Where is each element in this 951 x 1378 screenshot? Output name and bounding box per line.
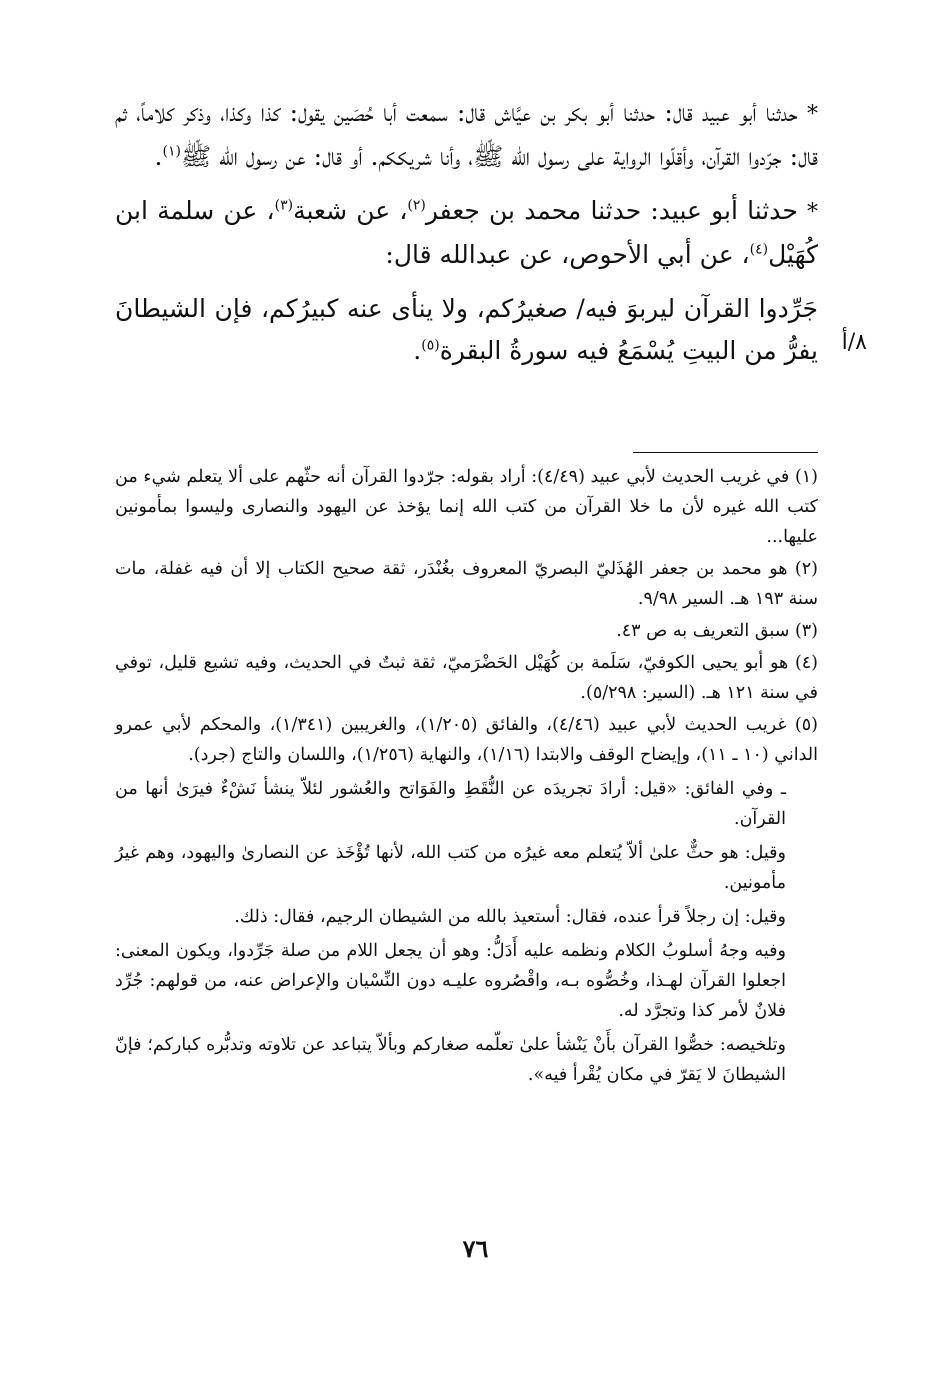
punctuation: . (154, 142, 163, 171)
paragraph-text: حدثنا أبو عبيد: حدثنا محمد بن جعفر (425, 196, 798, 225)
main-text (115, 92, 818, 384)
hadith-paragraph-2 (115, 190, 818, 276)
footnote-5-continuation: ـ وفي الفائق: «قيل: أرادَ تجريدَه عن النُّقَطِ والفَوَاتح والعُشور لئلاّ ينشأ نَشْءٌ فيرَىٰ أنها من القرآن. (115, 779, 786, 829)
hadith-paragraph-1 (115, 92, 818, 178)
footnote-separator (633, 452, 818, 453)
footnote-text: هو محمد بن جعفر الهُذَليّ البصريّ المعروف بغُنْدَر، ثقة صحيح الكتاب إلا أن فيه غفلة، مات سنة ١٩٣ هـ. السير ٩/٩٨. (115, 559, 818, 609)
footnote-ref: (٢) (407, 197, 426, 214)
paragraph-text: ، عن شعبة (293, 196, 408, 225)
star-icon: * (807, 102, 818, 127)
footnote-ref: (١) (162, 143, 181, 160)
paragraph-text: ، عن أبي الأحوص، عن عبدالله قال: (385, 240, 750, 269)
footnote-text: هو أبو يحيى الكوفيّ، سَلَمة بن كُهَيْل الحَضْرَميّ، ثقة ثبتٌ في الحديث، وفيه تشيع قليل، توفي في سنة ١٢١ هـ. (السير: ٥/٢٩٨). (115, 653, 818, 703)
footnote-text: في غريب الحديث لأبي عبيد (٤/٤٩): أراد بقوله: جرّدوا القرآن أنه حثّهم على ألا يتعلم شيء من كتب الله غيره لأن ما خلا القرآن من كتب الله إنما يؤخذ عن اليهود والنصارى وليسوا بمأمونين عليها... (115, 467, 818, 547)
star-icon: * (806, 200, 818, 225)
footnote-number: (١) (794, 467, 818, 487)
footnote-number: (٥) (794, 715, 818, 735)
footnote-1 (115, 462, 818, 552)
paragraph-text: جَرِّدوا القرآن ليربوَ فيه/ صغيرُكم، ولا ينأى عنه كبيرُكم، فإن الشيطانَ يفرُّ من البيتِ يُسْمَعُ فيه سورةُ البقرة (115, 294, 818, 365)
footnote-ref: (٣) (274, 197, 294, 214)
punctuation: . (413, 336, 422, 365)
footnote-2 (115, 554, 818, 614)
footnote-number: (٣) (794, 621, 818, 641)
footnote-number: (٤) (794, 653, 818, 673)
hadith-paragraph-3 (115, 288, 818, 372)
footnote-ref: (٥) (421, 337, 440, 354)
footnote-5-continuation: وتلخيصه: خصُّوا القرآن بأَنْ يَنْشأ علىٰ تعلّمه صغاركم وبألاّ يتباعد عن تلاوته وتدبُّره كباركم؛ فإنّ الشيطانَ لا يَقرّ في مكان يُقْرأ فيه». (115, 1035, 786, 1085)
manuscript-folio-marker: ٨/أ (841, 330, 867, 355)
footnotes (115, 462, 818, 1094)
footnote-5 (115, 710, 818, 770)
footnote-ref: (٤) (749, 241, 769, 258)
footnote-text: سبق التعريف به ص ٤٣. (616, 621, 790, 641)
footnote-number: (٢) (794, 559, 818, 579)
footnote-text: غريب الحديث لأبي عبيد (٤/٤٦)، والفائق (١/٢٠٥)، والغريبين (١/٣٤١)، والمحكم لأبي عمرو الداني (١٠ ـ ١١)، وإيضاح الوقف والابتدا (١/١٦)، والنهاية (١/٢٥٦)، واللسان والتاج (جرد). (115, 715, 818, 765)
paragraph-text: ، عن سلمة ابن كُهَيْل (115, 196, 818, 269)
footnote-5-continuation: وقيل: إن رجلاً قرأ عنده، فقال: أستعيذ بالله من الشيطان الرجيم، فقال: ذلك. (234, 907, 786, 927)
footnote-3 (115, 616, 818, 646)
footnote-5-continuation: وفيه وجهُ أسلوبُ الكلام ونظمه عليه أَدَلُّ: وهو أن يجعل اللام من صلة جَرِّدوا، ويكون المعنى: اجعلوا القرآن لهـذا، وخُصُّوه بـه، واقْصُروه عليـه دون النِّسْيان والإعراض عنه، من قولهم: جُرِّد فلانٌ لأمر كذا وتجرَّد له. (115, 941, 786, 1021)
paragraph-text: حدثنا أبو عبيد قال: حدثنا أبو بكر بن عيَّاش قال: سمعت أبا حُصَين يقول: كذا وكذا، وذكر كلاماً، ثم قال: جرّدوا القرآن، وأقلّوا الرواية على رسول الله ﷺ، وأنا شريككم. أو قال: عن رسول الله ﷺ (115, 98, 818, 171)
footnote-4 (115, 648, 818, 708)
footnote-5-continuation: وقيل: هو حثٌّ علىٰ ألاّ يُتعلم معه غيرُه من كتب الله، لأنها تُؤْخَذ عن النصارىٰ واليهود، وهم غيرُ مأمونين. (115, 843, 786, 893)
page-number: ٧٦ (462, 1234, 489, 1263)
